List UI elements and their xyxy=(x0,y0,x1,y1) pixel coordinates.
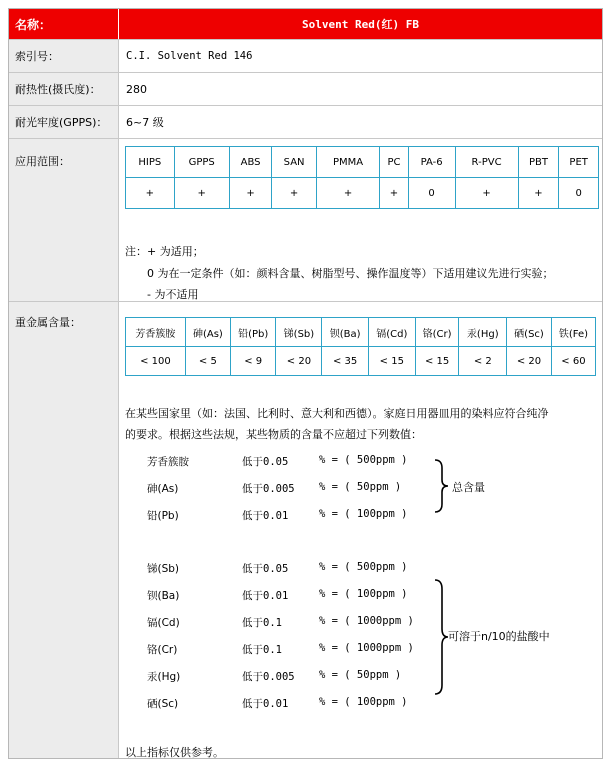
g2-limit-5: 低于0.01 xyxy=(242,698,289,710)
app-val-0: + xyxy=(126,178,175,209)
metal-col-9: 铁(Fe) xyxy=(551,318,595,347)
app-col-4: PMMA xyxy=(316,147,379,178)
g2-name-5: 硒(Sc) xyxy=(147,698,179,710)
app-col-1: GPPS xyxy=(174,147,229,178)
metal-col-5: 镉(Cd) xyxy=(368,318,415,347)
app-val-9: 0 xyxy=(559,178,599,209)
g1-name-2: 铅(Pb) xyxy=(147,510,179,522)
metals-header-row xyxy=(126,318,596,347)
metals-value-row xyxy=(126,347,596,376)
metal-val-7: < 2 xyxy=(459,347,507,376)
metal-val-1: < 5 xyxy=(185,347,230,376)
app-val-4: + xyxy=(316,178,379,209)
g1-limit-1: 低于0.005 xyxy=(242,483,295,495)
application-table xyxy=(125,146,599,209)
note-line-3: - 为不适用 xyxy=(147,288,199,301)
metal-val-0: < 100 xyxy=(126,347,186,376)
metals-table xyxy=(125,317,596,376)
g2-limit-4: 低于0.005 xyxy=(242,671,295,683)
metal-col-8: 硒(Sc) xyxy=(507,318,552,347)
g2-limit-0: 低于0.05 xyxy=(242,563,289,575)
g1-name-1: 砷(As) xyxy=(147,483,179,495)
note-line-1: 注：+ 为适用； xyxy=(125,245,204,258)
g2-limit-2: 低于0.1 xyxy=(242,617,282,629)
light-label: 耐光牢度(GPPS)： xyxy=(9,106,119,138)
heat-label: 耐热性(摄氏度)： xyxy=(9,73,119,105)
metal-val-5: < 15 xyxy=(368,347,415,376)
light-row xyxy=(9,106,602,139)
product-name: Solvent Red(红) FB xyxy=(302,18,419,31)
app-val-1: + xyxy=(174,178,229,209)
g2-pct-0: % = ( 500ppm ) xyxy=(319,561,408,573)
metal-val-9: < 60 xyxy=(551,347,595,376)
g2-pct-5: % = ( 100ppm ) xyxy=(319,696,408,708)
app-col-8: PBT xyxy=(518,147,559,178)
heat-value: 280 xyxy=(126,82,147,96)
metal-val-4: < 35 xyxy=(322,347,368,376)
index-value: C.I. Solvent Red 146 xyxy=(126,50,253,62)
app-col-7: R-PVC xyxy=(455,147,518,178)
note-line-2: 0 为在一定条件（如：颜料含量、树脂型号、操作温度等）下适用建议先进行实验； xyxy=(147,267,554,280)
heat-row xyxy=(9,73,602,106)
application-row xyxy=(9,139,602,302)
group1-brace xyxy=(432,459,450,513)
app-val-8: + xyxy=(518,178,559,209)
g1-pct-2: % = ( 100ppm ) xyxy=(319,508,408,520)
application-value-row xyxy=(126,178,599,209)
metal-val-6: < 15 xyxy=(415,347,459,376)
metal-col-0: 芳香簇胺 xyxy=(126,318,186,347)
metals-label: 重金属含量： xyxy=(9,302,119,758)
index-row xyxy=(9,40,602,73)
group2-label: 可溶于n/10的盐酸中 xyxy=(448,630,550,643)
light-value: 6~7 级 xyxy=(126,116,164,129)
application-content xyxy=(119,139,602,301)
header-row xyxy=(9,9,602,40)
g2-pct-2: % = ( 1000ppm ) xyxy=(319,615,414,627)
metal-col-1: 砷(As) xyxy=(185,318,230,347)
app-col-2: ABS xyxy=(229,147,271,178)
g1-limit-2: 低于0.01 xyxy=(242,510,289,522)
g2-limit-3: 低于0.1 xyxy=(242,644,282,656)
index-label: 索引号： xyxy=(9,40,119,72)
header-label: 名称： xyxy=(9,9,119,39)
g2-limit-1: 低于0.01 xyxy=(242,590,289,602)
g2-pct-4: % = ( 50ppm ) xyxy=(319,669,402,681)
g1-name-0: 芳香簇胺 xyxy=(147,456,189,468)
g2-pct-1: % = ( 100ppm ) xyxy=(319,588,408,600)
app-col-3: SAN xyxy=(272,147,316,178)
metal-col-6: 铬(Cr) xyxy=(415,318,459,347)
g2-name-4: 汞(Hg) xyxy=(147,671,181,683)
app-val-6: 0 xyxy=(408,178,455,209)
g2-name-0: 锑(Sb) xyxy=(147,563,180,575)
app-val-7: + xyxy=(455,178,518,209)
app-col-9: PET xyxy=(559,147,599,178)
app-col-0: HIPS xyxy=(126,147,175,178)
group1-label: 总含量 xyxy=(452,481,485,494)
app-col-5: PC xyxy=(380,147,409,178)
metal-val-8: < 20 xyxy=(507,347,552,376)
g2-name-3: 铬(Cr) xyxy=(147,644,178,656)
application-label: 应用范围： xyxy=(9,139,119,301)
metal-val-3: < 20 xyxy=(276,347,322,376)
app-col-6: PA-6 xyxy=(408,147,455,178)
regulation-para-2: 的要求。根据这些法规，某些物质的含量不应超过下列数值： xyxy=(125,428,422,441)
regulation-para-1: 在某些国家里（如：法国、比利时、意大利和西德）。家庭日用器皿用的染料应符合纯净 xyxy=(125,407,549,420)
g1-pct-0: % = ( 500ppm ) xyxy=(319,454,408,466)
metal-col-3: 锑(Sb) xyxy=(276,318,322,347)
app-val-2: + xyxy=(229,178,271,209)
metal-col-7: 汞(Hg) xyxy=(459,318,507,347)
g2-pct-3: % = ( 1000ppm ) xyxy=(319,642,414,654)
metal-val-2: < 9 xyxy=(230,347,276,376)
app-val-5: + xyxy=(380,178,409,209)
g1-limit-0: 低于0.05 xyxy=(242,456,289,468)
g2-name-2: 镉(Cd) xyxy=(147,617,180,629)
g2-name-1: 钡(Ba) xyxy=(147,590,180,602)
regulation-footer: 以上指标仅供参考。 xyxy=(125,746,224,759)
metals-content xyxy=(119,302,602,758)
product-spec-table xyxy=(8,8,603,759)
application-header-row xyxy=(126,147,599,178)
g1-pct-1: % = ( 50ppm ) xyxy=(319,481,402,493)
metal-col-2: 铅(Pb) xyxy=(230,318,276,347)
metal-col-4: 钡(Ba) xyxy=(322,318,368,347)
app-val-3: + xyxy=(272,178,316,209)
metals-row xyxy=(9,302,602,758)
